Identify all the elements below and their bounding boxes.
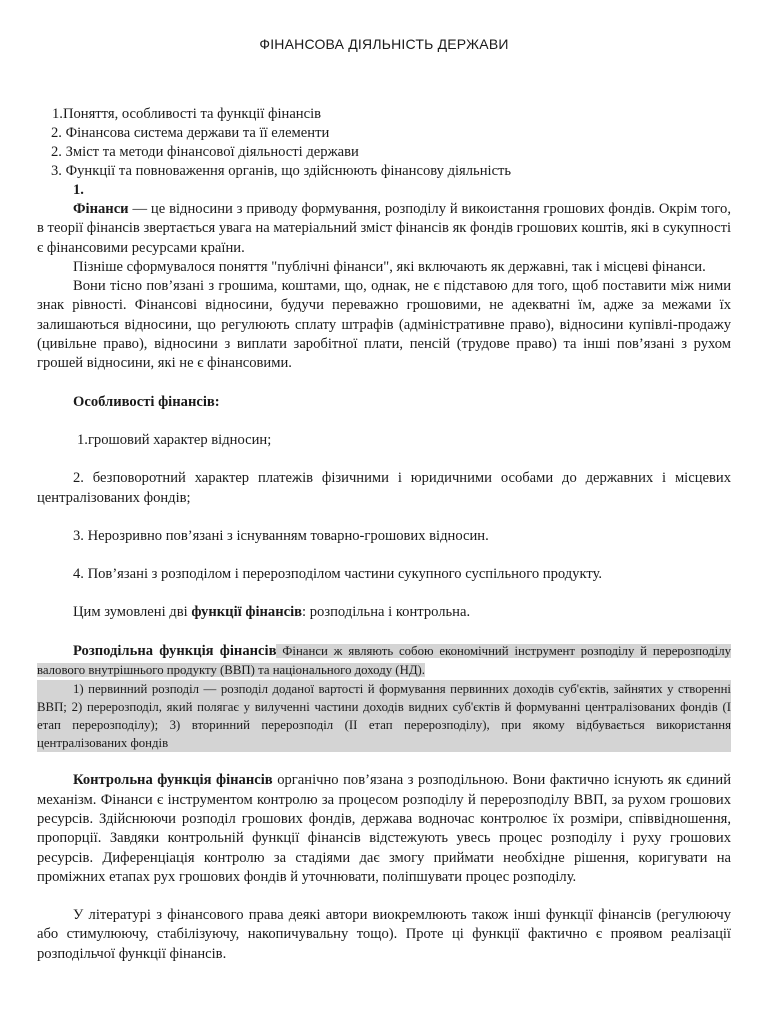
toc-item: 3. Функції та повноваження органів, що здійснюють фінансову діяльність: [51, 163, 512, 179]
other-functions-paragraph: У літературі з фінансового права деякі автори виокремлюють також інші функції фінансів (регулюючу або стимулюючу, стабілізуючу, накопичувальну тощо). Проте ці функції фактично є проявом реалізації розподільчої функції фінансів.: [37, 907, 731, 962]
functions-intro: [37, 603, 731, 622]
definition-paragraph: [37, 200, 731, 258]
distribution-highlight: Фінанси ж являють собою економічний інструмент розподілу й перерозподілу валового внутрішнього продукту (ВВП) та національного доходу (НД).: [37, 643, 732, 678]
distribution-heading: Розподільна функція фінансів: [73, 642, 277, 659]
section-number: 1.: [73, 182, 84, 198]
definition-text: — це відносини з приводу формування, розподілу й викоистання грошових фондів. Окрім того, в теорії фінансів звертається увага на матеріальний зміст фінансів як фондів грошових коштів, які в сукупності є фінансовими ресурсами країни.: [37, 201, 731, 256]
features-heading: [37, 393, 731, 412]
functions-intro-after: : розподільна і контрольна.: [302, 604, 471, 621]
control-heading: Контрольна функція фінансів: [73, 772, 273, 789]
feature-item: 3. Нерозривно пов’язані з існуванням товарно-грошових відносин.: [73, 527, 489, 544]
term-finance: Фінанси: [73, 201, 129, 217]
toc-item: 2. Зміст та методи фінансової діяльності держави: [51, 144, 359, 160]
functions-intro-bold: функції фінансів: [191, 604, 303, 621]
features-heading-text: Особливості фінансів:: [73, 393, 220, 410]
table-of-contents: [37, 105, 731, 181]
toc-item: 1.Поняття, особливості та функції фінансів: [52, 106, 322, 122]
feature-item: 4. Пов’язані з розподілом і перерозподілом частини сукупного суспільного продукту.: [73, 566, 603, 583]
page-title: ФІНАНСОВА ДІЯЛЬНІСТЬ ДЕРЖАВИ: [259, 36, 509, 52]
distribution-detail: 1) первинний розподіл — розподіл доданої вартості й формування первинних доходів суб'єктів, зайнятих у створенні ВВП; 2) перерозподіл, який полягає у вилученні частини доходів видних суб'єктів й формуванні централізованих фондів (І етап перерозподілу); 3) вторинний перерозподіл (ІІ етап перерозподілу), при якому відбувається використання централізованих фондів: [37, 682, 731, 751]
toc-item: 2. Фінансова система держави та її елементи: [51, 125, 330, 141]
public-finance-paragraph: Пізніше сформувалося поняття "публічні фінанси", які включають як державні, так і місцеві фінанси.: [73, 258, 706, 275]
functions-intro-before: Цим зумовлені дві: [73, 604, 192, 621]
feature-item: 1.грошовий характер відносин;: [77, 431, 272, 448]
control-function-paragraph: [37, 771, 731, 887]
control-text: органічно пов’язана з розподільною. Вони фактично існують як єдиний механізм. Фінанси є інструментом контролю за процесом розподілу й перерозподілу ВВП, за рухом грошових ресурсів. Здійснюючи розподіл грошових фондів, держава водночас контролює їх розміри, співвідношення, пропорції. Завдяки контрольній функції фінансів відстежують увесь процес розподілу і руху грошових ресурсів. Диференціація контролю за стадіями дає змогу приймати необхідне рішення, коригувати на проміжних етапах рух грошових фондів й уточнювати, поліпшувати процес розподілу.: [37, 772, 732, 885]
feature-item: 2. безповоротний характер платежів фізичними і юридичними особами до державних і місцевих централізованих фондів;: [37, 470, 731, 506]
distribution-function-paragraph: [37, 642, 731, 681]
money-relation-paragraph: Вони тісно пов’язані з грошима, коштами, що, однак, не є підставою для того, щоб поставити між ними знак рівності. Фінансові відносини, будучи переважно грошовими, не адекватні їм, адже за межами їх залишаються відносини, що регулюють сплату штрафів (адміністративне право), відносини купівлі-продажу (цивільне право), відносини з виплати заробітної плати, пенсій (трудове право) та інші пов’язані з рухом грошей відносини, які не є фінансовими.: [37, 278, 731, 372]
